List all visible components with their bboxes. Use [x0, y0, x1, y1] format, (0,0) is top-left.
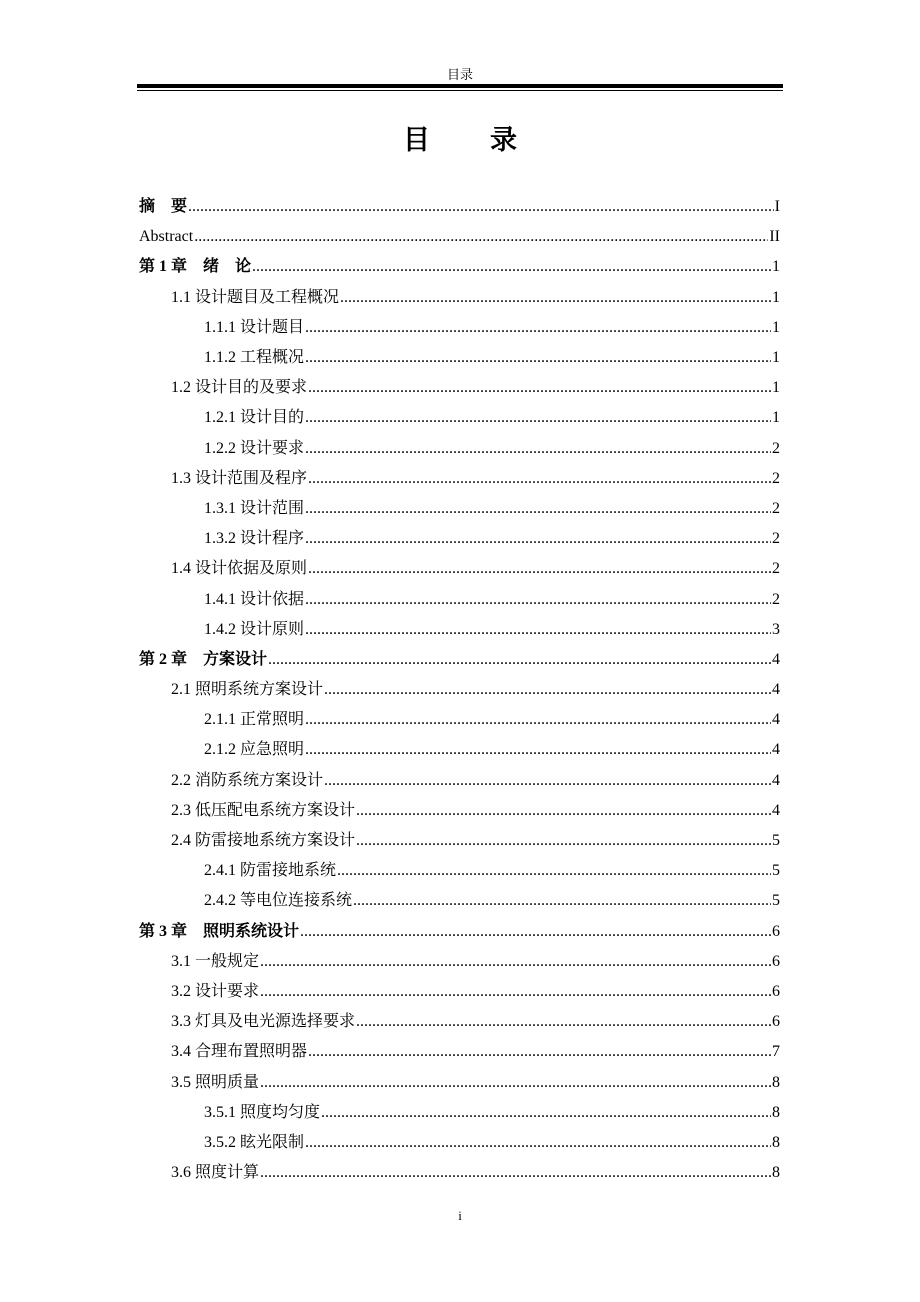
- toc-dot-leader: [308, 373, 771, 403]
- toc-entry-page: 4: [772, 711, 780, 729]
- toc-entry-page: I: [774, 198, 780, 216]
- page-title: [0, 118, 920, 157]
- toc-entry-page: 4: [772, 741, 780, 759]
- toc-entry[interactable]: [137, 222, 783, 252]
- toc-entry-page: 3: [772, 620, 780, 638]
- toc-entry-page: 1: [772, 258, 780, 276]
- toc-entry-title: 1.2.2 设计要求: [204, 439, 305, 457]
- toc-entry-title: 1.2.1 设计目的: [204, 409, 305, 427]
- toc-dot-leader: [324, 766, 771, 796]
- toc-dot-leader: [305, 494, 771, 524]
- toc-entry[interactable]: [137, 645, 783, 675]
- page-number: i: [458, 1208, 462, 1223]
- toc-entry-title: 1.1.1 设计题目: [204, 318, 305, 336]
- toc-entry-page: 2: [772, 499, 780, 517]
- toc-entry-page: 2: [772, 469, 780, 487]
- toc-dot-leader: [308, 554, 771, 584]
- toc-entry-page: 5: [772, 892, 780, 910]
- toc-entry-page: 1: [772, 288, 780, 306]
- toc-entry[interactable]: [137, 856, 783, 886]
- toc-entry-page: 2: [772, 590, 780, 608]
- toc-entry-page: 1: [772, 379, 780, 397]
- toc-entry-title: 第 1 章 绪 论: [139, 258, 252, 276]
- toc-dot-leader: [260, 1158, 771, 1188]
- toc-entry[interactable]: [137, 1007, 783, 1037]
- toc-entry[interactable]: [137, 494, 783, 524]
- toc-entry[interactable]: [137, 615, 783, 645]
- toc-entry-title: 2.1.1 正常照明: [204, 711, 305, 729]
- toc-entry[interactable]: [137, 796, 783, 826]
- toc-dot-leader: [305, 735, 771, 765]
- toc-dot-leader: [260, 947, 771, 977]
- toc-entry-title: 2.1 照明系统方案设计: [171, 681, 324, 699]
- header-rule-thin: [137, 90, 783, 91]
- toc-entry-page: 5: [772, 862, 780, 880]
- toc-entry-title: 3.1 一般规定: [171, 952, 260, 970]
- toc-dot-leader: [356, 796, 771, 826]
- toc-entry-title: 3.5.1 照度均匀度: [204, 1103, 321, 1121]
- toc-dot-leader: [337, 856, 771, 886]
- toc-dot-leader: [308, 464, 771, 494]
- header-rule-thick: [137, 84, 783, 88]
- toc-dot-leader: [356, 826, 771, 856]
- toc-entry-title: 3.4 合理布置照明器: [171, 1043, 308, 1061]
- page-title-left: 目: [403, 125, 430, 155]
- toc-entry[interactable]: [137, 826, 783, 856]
- toc-entry[interactable]: [137, 977, 783, 1007]
- toc-dot-leader: [308, 1037, 771, 1067]
- toc-dot-leader: [305, 343, 771, 373]
- toc-entry[interactable]: [137, 1067, 783, 1097]
- toc-entry-page: 4: [772, 650, 780, 668]
- toc-dot-leader: [305, 1128, 771, 1158]
- toc-dot-leader: [353, 886, 771, 916]
- toc-entry-title: 1.4.1 设计依据: [204, 590, 305, 608]
- toc-entry-page: 6: [772, 922, 780, 940]
- toc-entry-page: 4: [772, 771, 780, 789]
- running-header: 目录: [446, 67, 473, 82]
- toc-entry-page: 8: [772, 1133, 780, 1151]
- toc-dot-leader: [340, 283, 771, 313]
- toc-entry-page: 8: [772, 1103, 780, 1121]
- toc-entry-page: 2: [772, 530, 780, 548]
- toc-entry-title: 1.1 设计题目及工程概况: [171, 288, 340, 306]
- toc-entry[interactable]: [137, 1128, 783, 1158]
- toc-entry-page: 2: [772, 560, 780, 578]
- toc-entry-title: 2.4 防雷接地系统方案设计: [171, 832, 356, 850]
- toc-dot-leader: [305, 524, 771, 554]
- page-title-right: 录: [490, 125, 517, 155]
- toc-entry[interactable]: [137, 886, 783, 916]
- toc-entry-title: 第 2 章 方案设计: [139, 650, 268, 668]
- toc-entry[interactable]: [137, 403, 783, 433]
- toc-entry[interactable]: [137, 373, 783, 403]
- toc-dot-leader: [321, 1098, 771, 1128]
- toc-entry[interactable]: [137, 343, 783, 373]
- toc-entry[interactable]: [137, 675, 783, 705]
- toc-dot-leader: [194, 222, 768, 252]
- toc-entry[interactable]: [137, 735, 783, 765]
- toc-dot-leader: [305, 434, 771, 464]
- toc-entry[interactable]: [137, 554, 783, 584]
- toc-entry[interactable]: [137, 464, 783, 494]
- toc-entry-title: 3.5 照明质量: [171, 1073, 260, 1091]
- toc-entry[interactable]: [137, 252, 783, 282]
- toc-entry[interactable]: [137, 705, 783, 735]
- toc-entry-page: 4: [772, 681, 780, 699]
- toc-dot-leader: [260, 977, 771, 1007]
- toc-dot-leader: [305, 313, 771, 343]
- toc-entry[interactable]: [137, 584, 783, 614]
- toc-entry[interactable]: [137, 1037, 783, 1067]
- toc-entry-page: 8: [772, 1073, 780, 1091]
- toc-entry-page: 5: [772, 832, 780, 850]
- toc-entry-page: 4: [772, 801, 780, 819]
- toc-entry-title: 1.4 设计依据及原则: [171, 560, 308, 578]
- toc-entry[interactable]: [137, 766, 783, 796]
- toc-entry-page: 1: [772, 409, 780, 427]
- toc-entry-page: 8: [772, 1164, 780, 1182]
- toc-entry-title: 摘 要: [139, 198, 188, 216]
- toc-entry[interactable]: [137, 434, 783, 464]
- toc-entry[interactable]: [137, 283, 783, 313]
- toc-dot-leader: [305, 615, 771, 645]
- toc-entry-page: 6: [772, 1013, 780, 1031]
- toc-entry-title: 第 3 章 照明系统设计: [139, 922, 300, 940]
- toc-dot-leader: [260, 1068, 771, 1098]
- toc-entry[interactable]: [137, 1158, 783, 1188]
- toc-entry-page: 6: [772, 952, 780, 970]
- toc-entry-title: 3.5.2 眩光限制: [204, 1133, 305, 1151]
- toc-entry-title: 1.4.2 设计原则: [204, 620, 305, 638]
- toc-entry-title: 3.6 照度计算: [171, 1164, 260, 1182]
- toc-entry-page: 2: [772, 439, 780, 457]
- toc-dot-leader: [305, 585, 771, 615]
- toc-entry-page: 7: [772, 1043, 780, 1061]
- toc-dot-leader: [305, 705, 771, 735]
- toc-entry[interactable]: [137, 1098, 783, 1128]
- toc-entry-title: 1.2 设计目的及要求: [171, 379, 308, 397]
- toc-entry-title: 2.4.2 等电位连接系统: [204, 892, 353, 910]
- toc-entry[interactable]: [137, 313, 783, 343]
- toc-entry-page: 1: [772, 349, 780, 367]
- toc-entry-page: 6: [772, 982, 780, 1000]
- toc-entry-page: II: [769, 228, 780, 246]
- toc-entry-title: 3.2 设计要求: [171, 982, 260, 1000]
- toc-entry-title: 1.3.2 设计程序: [204, 530, 305, 548]
- toc-entry-title: 2.4.1 防雷接地系统: [204, 862, 337, 880]
- toc-entry-title: 2.2 消防系统方案设计: [171, 771, 324, 789]
- toc-entry-title: 3.3 灯具及电光源选择要求: [171, 1013, 356, 1031]
- toc-entry-title: 2.3 低压配电系统方案设计: [171, 801, 356, 819]
- toc-entry-title: 2.1.2 应急照明: [204, 741, 305, 759]
- table-of-contents: [137, 192, 783, 1188]
- toc-entry[interactable]: [137, 917, 783, 947]
- toc-dot-leader: [268, 645, 771, 675]
- toc-entry[interactable]: [137, 947, 783, 977]
- toc-dot-leader: [356, 1007, 771, 1037]
- toc-entry[interactable]: [137, 192, 783, 222]
- toc-dot-leader: [324, 675, 771, 705]
- toc-entry-title: 1.3 设计范围及程序: [171, 469, 308, 487]
- toc-entry-page: 1: [772, 318, 780, 336]
- toc-dot-leader: [188, 192, 774, 222]
- toc-entry-title: Abstract: [139, 228, 194, 246]
- toc-dot-leader: [300, 917, 771, 947]
- toc-dot-leader: [252, 252, 771, 282]
- toc-entry-title: 1.1.2 工程概况: [204, 349, 305, 367]
- toc-entry[interactable]: [137, 524, 783, 554]
- toc-entry-title: 1.3.1 设计范围: [204, 499, 305, 517]
- toc-dot-leader: [305, 403, 771, 433]
